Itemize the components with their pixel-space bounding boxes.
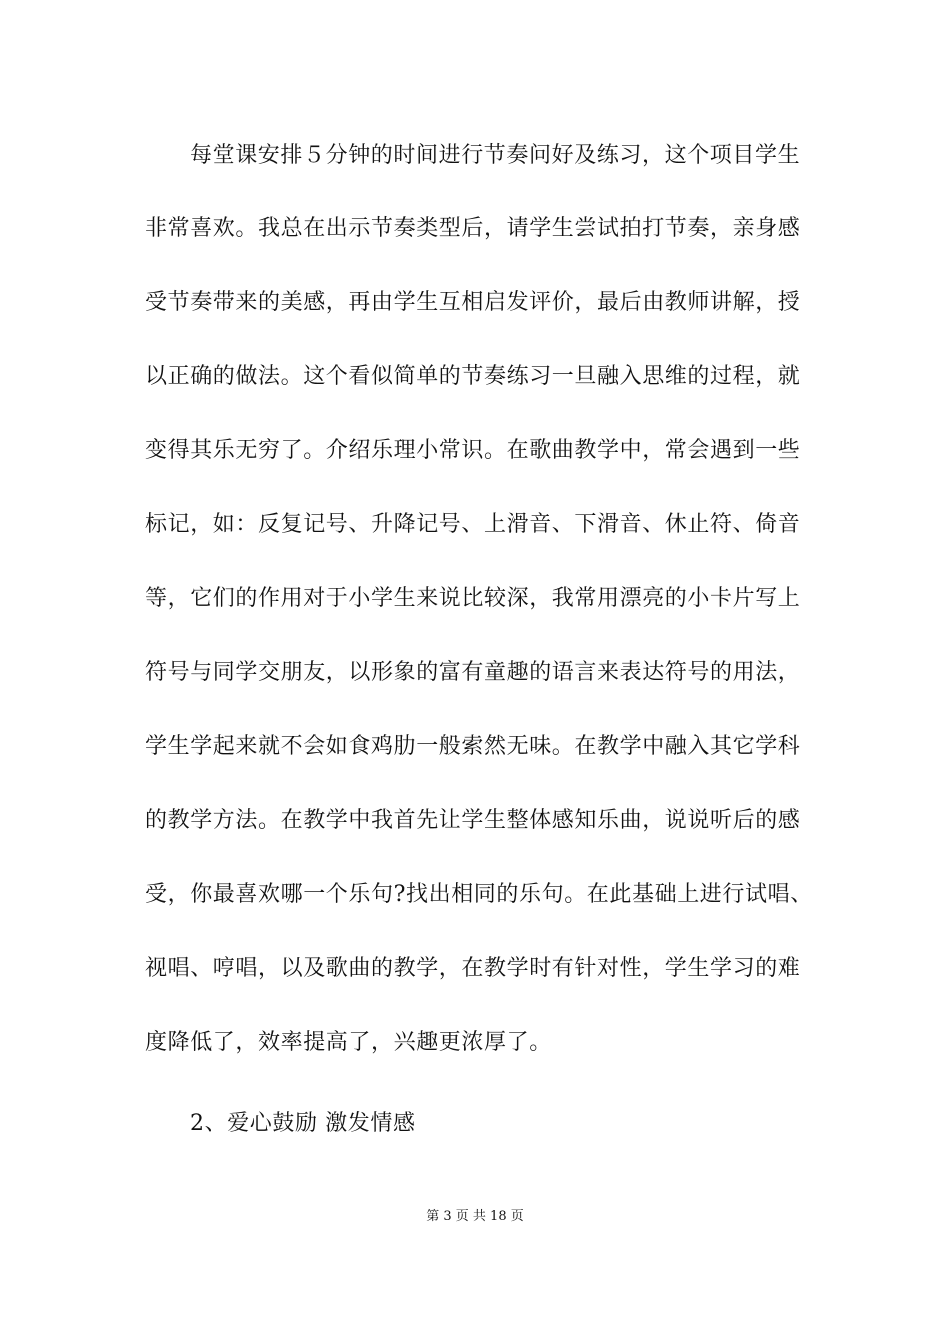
paragraph-line: 受，你最喜欢哪一个乐句?找出相同的乐句。在此基础上进行试唱、 — [145, 882, 813, 907]
paragraph-line: 度降低了，效率提高了，兴趣更浓厚了。 — [145, 1030, 552, 1055]
page-footer — [0, 1208, 950, 1226]
paragraph-line: 每堂课安排５分钟的时间进行节奏问好及练习，这个项目学生 — [190, 143, 801, 168]
paragraph-line: 视唱、哼唱，以及歌曲的教学，在教学时有针对性，学生学习的难 — [145, 956, 801, 981]
paragraph-line: 学生学起来就不会如食鸡肋一般索然无味。在教学中融入其它学科 — [145, 734, 801, 759]
paragraph-line: 的教学方法。在教学中我首先让学生整体感知乐曲，说说听后的感 — [145, 808, 801, 833]
paragraph-line: 以正确的做法。这个看似简单的节奏练习一旦融入思维的过程，就 — [145, 364, 801, 389]
paragraph-line: 非常喜欢。我总在出示节奏类型后，请学生尝试拍打节奏，亲身感 — [145, 216, 801, 241]
paragraph-line: 变得其乐无穷了。介绍乐理小常识。在歌曲教学中，常会遇到一些 — [145, 438, 801, 463]
paragraph-line: 等，它们的作用对于小学生来说比较深，我常用漂亮的小卡片写上 — [145, 586, 801, 611]
section-heading: 2、爱心鼓励 激发情感 — [190, 1111, 416, 1136]
paragraph-line: 标记，如：反复记号、升降记号、上滑音、下滑音、休止符、倚音 — [145, 512, 801, 537]
paragraph-line: 符号与同学交朋友，以形象的富有童趣的语言来表达符号的用法， — [145, 660, 801, 685]
page-number-label: 第 3 页 共 18 页 — [426, 1209, 524, 1224]
paragraph-line: 受节奏带来的美感，再由学生互相启发评价，最后由教师讲解，授 — [145, 290, 801, 315]
